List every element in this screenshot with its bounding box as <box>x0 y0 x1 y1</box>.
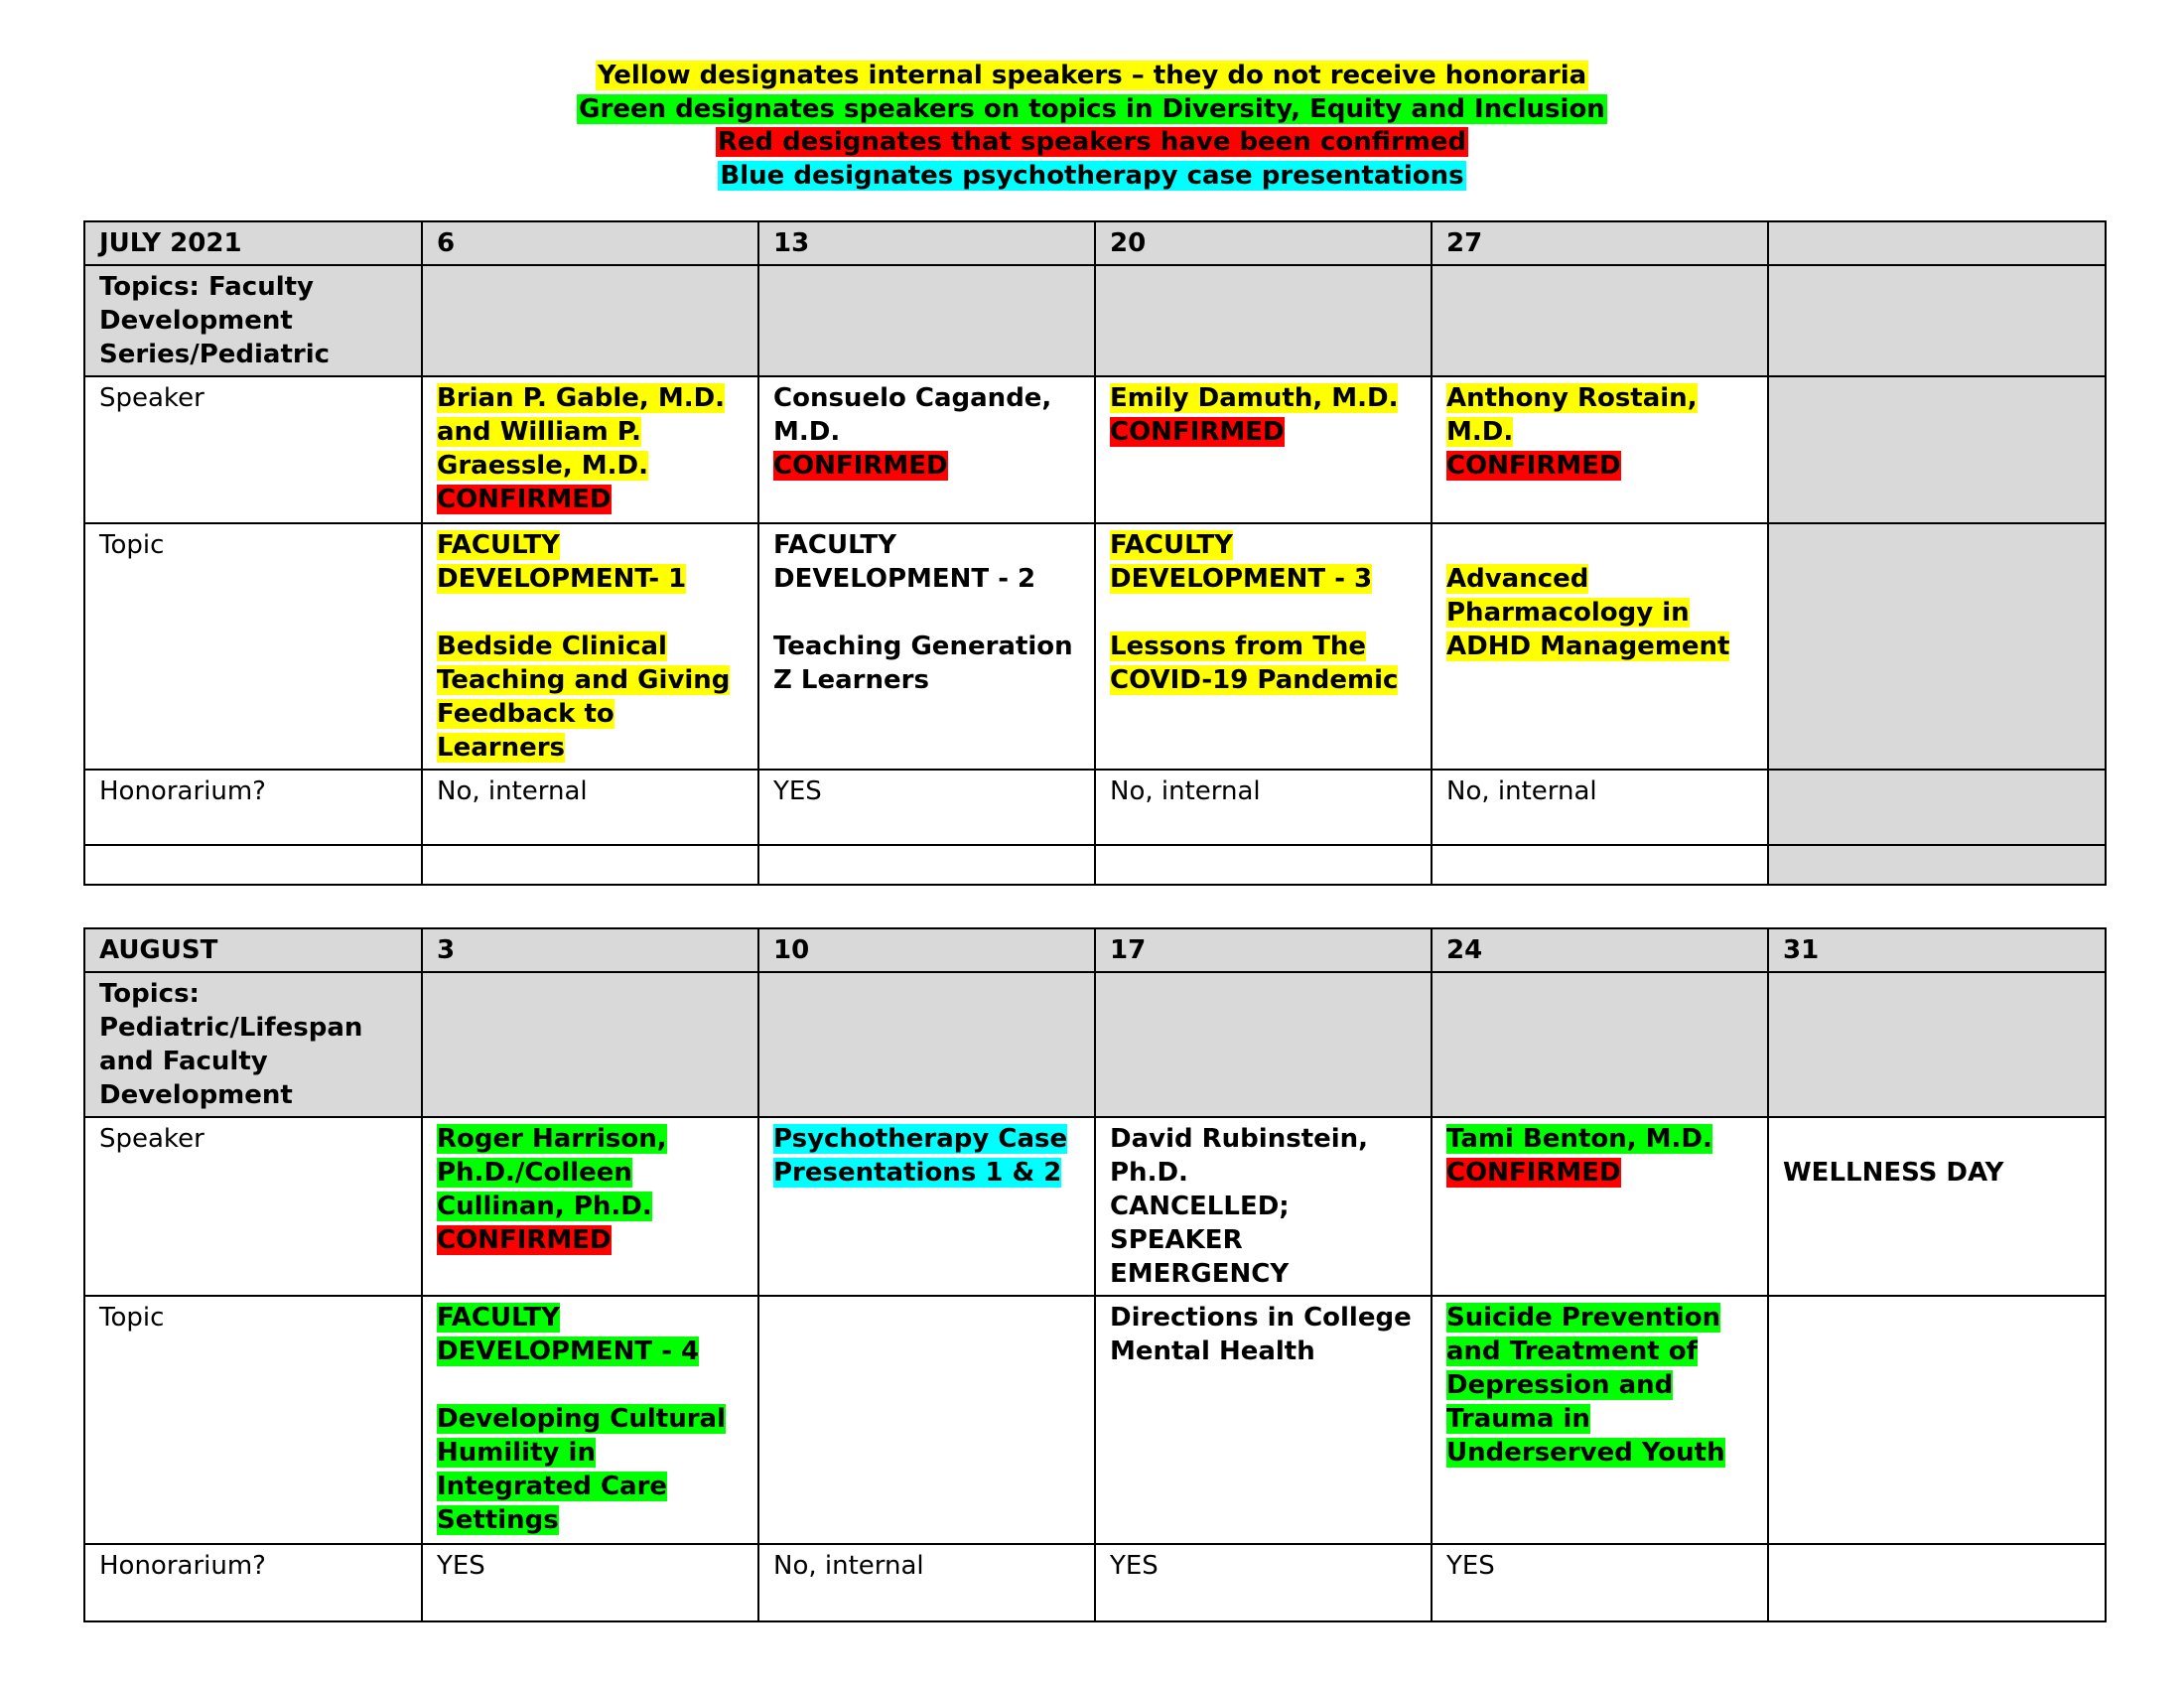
session-topic: Developing Cultural Humility in Integrated Care Settings <box>437 1404 726 1535</box>
confirmed-badge: CONFIRMED <box>1446 451 1621 481</box>
august-date-2: 10 <box>758 928 1095 972</box>
confirmed-badge: CONFIRMED <box>1446 1158 1621 1188</box>
july-topic-1 <box>422 523 758 770</box>
july-honorarium-3: No, internal <box>1095 770 1432 845</box>
july-topic-4 <box>1432 523 1768 770</box>
speaker-name: Emily Damuth, M.D. <box>1110 383 1399 413</box>
july-topics-label: Topics: Faculty Development Series/Pediatric <box>84 265 422 376</box>
confirmed-badge: CONFIRMED <box>773 451 948 481</box>
august-topics-label: Topics: Pediatric/Lifespan and Faculty Development <box>84 972 422 1117</box>
july-topics-row <box>84 265 2106 376</box>
legend-green: Green designates speakers on topics in Diversity, Equity and Inclusion <box>579 93 1605 124</box>
speaker-name: Anthony Rostain, M.D. <box>1446 383 1698 447</box>
july-topic-2 <box>758 523 1095 770</box>
july-honorarium-4: No, internal <box>1432 770 1768 845</box>
cancelled-note: CANCELLED; SPEAKER EMERGENCY <box>1110 1192 1290 1289</box>
august-speaker-3 <box>1095 1117 1432 1296</box>
august-speaker-row <box>84 1117 2106 1296</box>
july-schedule-table <box>83 220 2107 886</box>
wellness-day-label: WELLNESS DAY <box>1783 1158 2004 1188</box>
confirmed-badge: CONFIRMED <box>437 1225 612 1255</box>
august-honorarium-3: YES <box>1095 1544 1432 1621</box>
july-month-label: JULY 2021 <box>84 221 422 265</box>
july-speaker-4 <box>1432 376 1768 523</box>
august-honorarium-label: Honorarium? <box>84 1544 422 1621</box>
color-legend <box>0 60 2184 193</box>
august-topic-2 <box>758 1296 1095 1544</box>
july-honorarium-row <box>84 770 2106 845</box>
legend-red: Red designates that speakers have been confirmed <box>717 127 1467 157</box>
july-topic-row <box>84 523 2106 770</box>
session-title: FACULTY DEVELOPMENT- 1 <box>437 530 687 594</box>
august-topic-3 <box>1095 1296 1432 1544</box>
august-topic-row <box>84 1296 2106 1544</box>
session-topic: Bedside Clinical Teaching and Giving Feedback to Learners <box>437 632 731 763</box>
august-date-5: 31 <box>1768 928 2106 972</box>
speaker-name: David Rubinstein, Ph.D. <box>1110 1124 1369 1188</box>
legend-blue: Blue designates psychotherapy case presentations <box>720 160 1464 191</box>
august-schedule-table <box>83 927 2107 1622</box>
july-speaker-2 <box>758 376 1095 523</box>
august-date-3: 17 <box>1095 928 1432 972</box>
august-date-4: 24 <box>1432 928 1768 972</box>
august-topic-label: Topic <box>84 1296 422 1544</box>
august-honorarium-5 <box>1768 1544 2106 1621</box>
august-speaker-5 <box>1768 1117 2106 1296</box>
august-speaker-4 <box>1432 1117 1768 1296</box>
session-topic: Suicide Prevention and Treatment of Depression and Trauma in Underserved Youth <box>1446 1303 1725 1468</box>
august-header-row <box>84 928 2106 972</box>
july-empty-row <box>84 845 2106 885</box>
july-honorarium-1: No, internal <box>422 770 758 845</box>
july-date-empty <box>1768 221 2106 265</box>
august-topic-4 <box>1432 1296 1768 1544</box>
july-honorarium-2: YES <box>758 770 1095 845</box>
session-title: FACULTY DEVELOPMENT - 3 <box>1110 530 1373 594</box>
july-header-row <box>84 221 2106 265</box>
speaker-name: Brian P. Gable, M.D. and William P. Graessle, M.D. <box>437 383 726 481</box>
july-topic-3 <box>1095 523 1432 770</box>
session-title: FACULTY DEVELOPMENT - 2 <box>773 530 1036 594</box>
speaker-name: Consuelo Cagande, M.D. <box>773 383 1052 447</box>
august-honorarium-4: YES <box>1432 1544 1768 1621</box>
july-honorarium-label: Honorarium? <box>84 770 422 845</box>
legend-yellow: Yellow designates internal speakers – they do not receive honoraria <box>597 61 1587 90</box>
july-speaker-3 <box>1095 376 1432 523</box>
july-speaker-1 <box>422 376 758 523</box>
august-speaker-label: Speaker <box>84 1117 422 1296</box>
session-topic: Directions in College Mental Health <box>1110 1303 1412 1366</box>
july-date-2: 13 <box>758 221 1095 265</box>
august-speaker-2 <box>758 1117 1095 1296</box>
session-topic: Lessons from The COVID-19 Pandemic <box>1110 632 1399 695</box>
session-topic: Advanced Pharmacology in ADHD Management <box>1446 564 1730 661</box>
speaker-name: Roger Harrison, Ph.D./Colleen Cullinan, Ph.D. <box>437 1124 667 1221</box>
july-date-1: 6 <box>422 221 758 265</box>
july-speaker-row <box>84 376 2106 523</box>
august-honorarium-row <box>84 1544 2106 1621</box>
august-honorarium-1: YES <box>422 1544 758 1621</box>
august-date-1: 3 <box>422 928 758 972</box>
speaker-name: Psychotherapy Case Presentations 1 & 2 <box>773 1124 1068 1188</box>
speaker-name: Tami Benton, M.D. <box>1446 1124 1712 1154</box>
august-topics-row <box>84 972 2106 1117</box>
august-topic-1 <box>422 1296 758 1544</box>
session-title: FACULTY DEVELOPMENT - 4 <box>437 1303 700 1366</box>
july-date-4: 27 <box>1432 221 1768 265</box>
august-month-label: AUGUST <box>84 928 422 972</box>
august-speaker-1 <box>422 1117 758 1296</box>
july-date-3: 20 <box>1095 221 1432 265</box>
august-honorarium-2: No, internal <box>758 1544 1095 1621</box>
july-speaker-label: Speaker <box>84 376 422 523</box>
july-topic-label: Topic <box>84 523 422 770</box>
confirmed-badge: CONFIRMED <box>1110 417 1285 447</box>
august-topic-5 <box>1768 1296 2106 1544</box>
session-topic: Teaching Generation Z Learners <box>773 632 1073 695</box>
confirmed-badge: CONFIRMED <box>437 485 612 514</box>
